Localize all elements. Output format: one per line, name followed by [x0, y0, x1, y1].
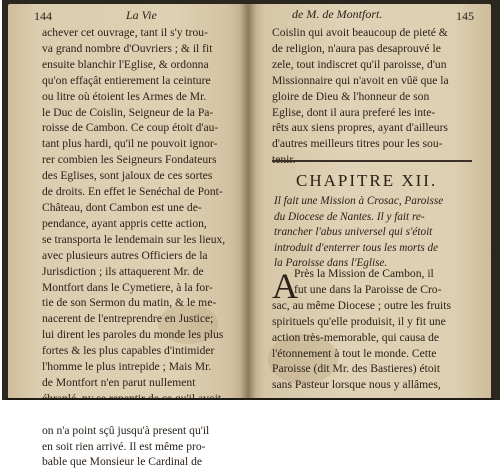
text-line: roisse de Cambon. Ce coup étoit d'au- — [42, 121, 219, 135]
photo-margin — [0, 400, 500, 421]
text-line: Château, dont Cambon est une de- — [42, 200, 202, 214]
text-line: Paroisse (dit Mr. des Bastieres) étoit — [272, 362, 441, 376]
text-line: gloire de Dieu & l'honneur de son — [272, 89, 430, 103]
text-line: l'étonnement à tout le monde. Cette — [272, 346, 437, 360]
drop-cap: A — [272, 266, 298, 306]
text-line: Près la Mission de Cambon, il — [294, 267, 434, 280]
text-line: le Duc de Coislin, Seigneur de la Pa- — [42, 105, 214, 119]
text-line: tie de son Sermon du matin, & le me- — [42, 296, 217, 310]
text-line: de religion, n'aura pas desaprouvé le — [272, 41, 441, 55]
summary-line: introduit d'enterrer tous les morts de — [274, 241, 439, 254]
summary-line: trancher l'abus universel qui s'étoit — [274, 226, 433, 239]
summary-line: du Diocese de Nantes. Il y fait re- — [274, 210, 425, 223]
text-line: des Eglises, sont jaloux de ces sortes — [42, 169, 213, 183]
text-line: achever cet ouvrage, tant il s'y trou- — [42, 26, 208, 39]
right-page — [248, 4, 491, 402]
text-line: l'homme le plus intrepide ; Mais Mr. — [42, 360, 212, 374]
summary-line: la Paroisse dans l'Eglise. — [274, 257, 388, 270]
right-page-body-top — [272, 25, 449, 168]
text-line: spirituels qu'elle produisit, il y fit une — [272, 314, 446, 328]
text-line: Missionnaire qui n'avoit en vûë que la — [272, 73, 449, 87]
chapter-rule — [272, 160, 472, 162]
left-page-number: 144 — [34, 9, 52, 23]
book-gutter — [240, 4, 256, 402]
text-line: sans Pasteur lorsque nous y allâmes, — [272, 378, 441, 392]
chapter-title: CHAPITRE XII. — [296, 171, 438, 190]
text-line: lui dirent les paroles du monde les plus — [42, 328, 224, 342]
text-line: ou litre où étoient les Armes de Mr. — [42, 89, 207, 103]
text-line: avec plusieurs autres Officiers de la — [42, 248, 208, 262]
text-line: qu'on effaçât entierement la ceinture — [42, 73, 211, 87]
text-line: fut une dans la Paroisse de Cro- — [294, 282, 442, 296]
text-line: pendance, ayant appris cette action, — [42, 216, 207, 230]
text-line: se transporta le lendemain sur les lieux, — [42, 232, 226, 246]
right-page-number: 145 — [456, 9, 474, 23]
text-line: sac, au même Diocese ; outre les fruits — [272, 298, 451, 312]
text-line: Eglise, dont il aura preferé les inte- — [272, 105, 436, 119]
text-line: rer combien les Seigneurs Fondateurs — [42, 153, 217, 167]
text-line: de droits. En effet le Senéchal de Pont- — [42, 185, 223, 199]
left-page — [8, 4, 248, 469]
summary-line: Il fait une Mission à Crosac, Paroisse — [274, 195, 444, 207]
right-running-head: de M. de Montfort. — [292, 7, 383, 21]
left-running-head: La Vie — [126, 8, 157, 22]
text-line: action très-memorable, qui causa de — [272, 330, 440, 344]
text-line: Jurisdiction ; ils attaquerent Mr. de — [42, 264, 204, 278]
text-line: fortes & les plus capables d'intimider — [42, 344, 215, 358]
text-line: va grand nombre d'Ouvriers ; & il fit — [42, 41, 213, 55]
text-line: ensuite blanchir l'Eglise, & ordonna — [42, 57, 209, 71]
text-line: Montfort dans le Cymetiere, à la for- — [42, 280, 213, 294]
text-line: on n'a point sçû jusqu'à present qu'il — [42, 423, 210, 437]
text-line: de Montfort n'en parut nullement — [42, 375, 196, 389]
text-line: tant plus hardi, qu'il ne pouvoit ignor- — [42, 137, 218, 151]
text-line: d'autres meilleurs titres pour les sou- — [272, 137, 443, 151]
text-line: Coislin qui avoit beaucoup de pieté & — [272, 26, 448, 39]
text-line: rêts aux siens propres, ayant d'ailleurs — [272, 121, 448, 135]
right-page-body — [272, 266, 451, 393]
chapter-summary — [274, 194, 443, 272]
text-line: bable que Monsieur le Cardinal de — [42, 455, 203, 469]
text-line: nacerent de l'entreprendre en Justice; — [42, 312, 214, 326]
text-line: en soit rien arrivé. Il est même pro- — [42, 439, 206, 453]
text-line: zele, tout indiscret qu'il paroisse, d'un — [272, 57, 447, 71]
